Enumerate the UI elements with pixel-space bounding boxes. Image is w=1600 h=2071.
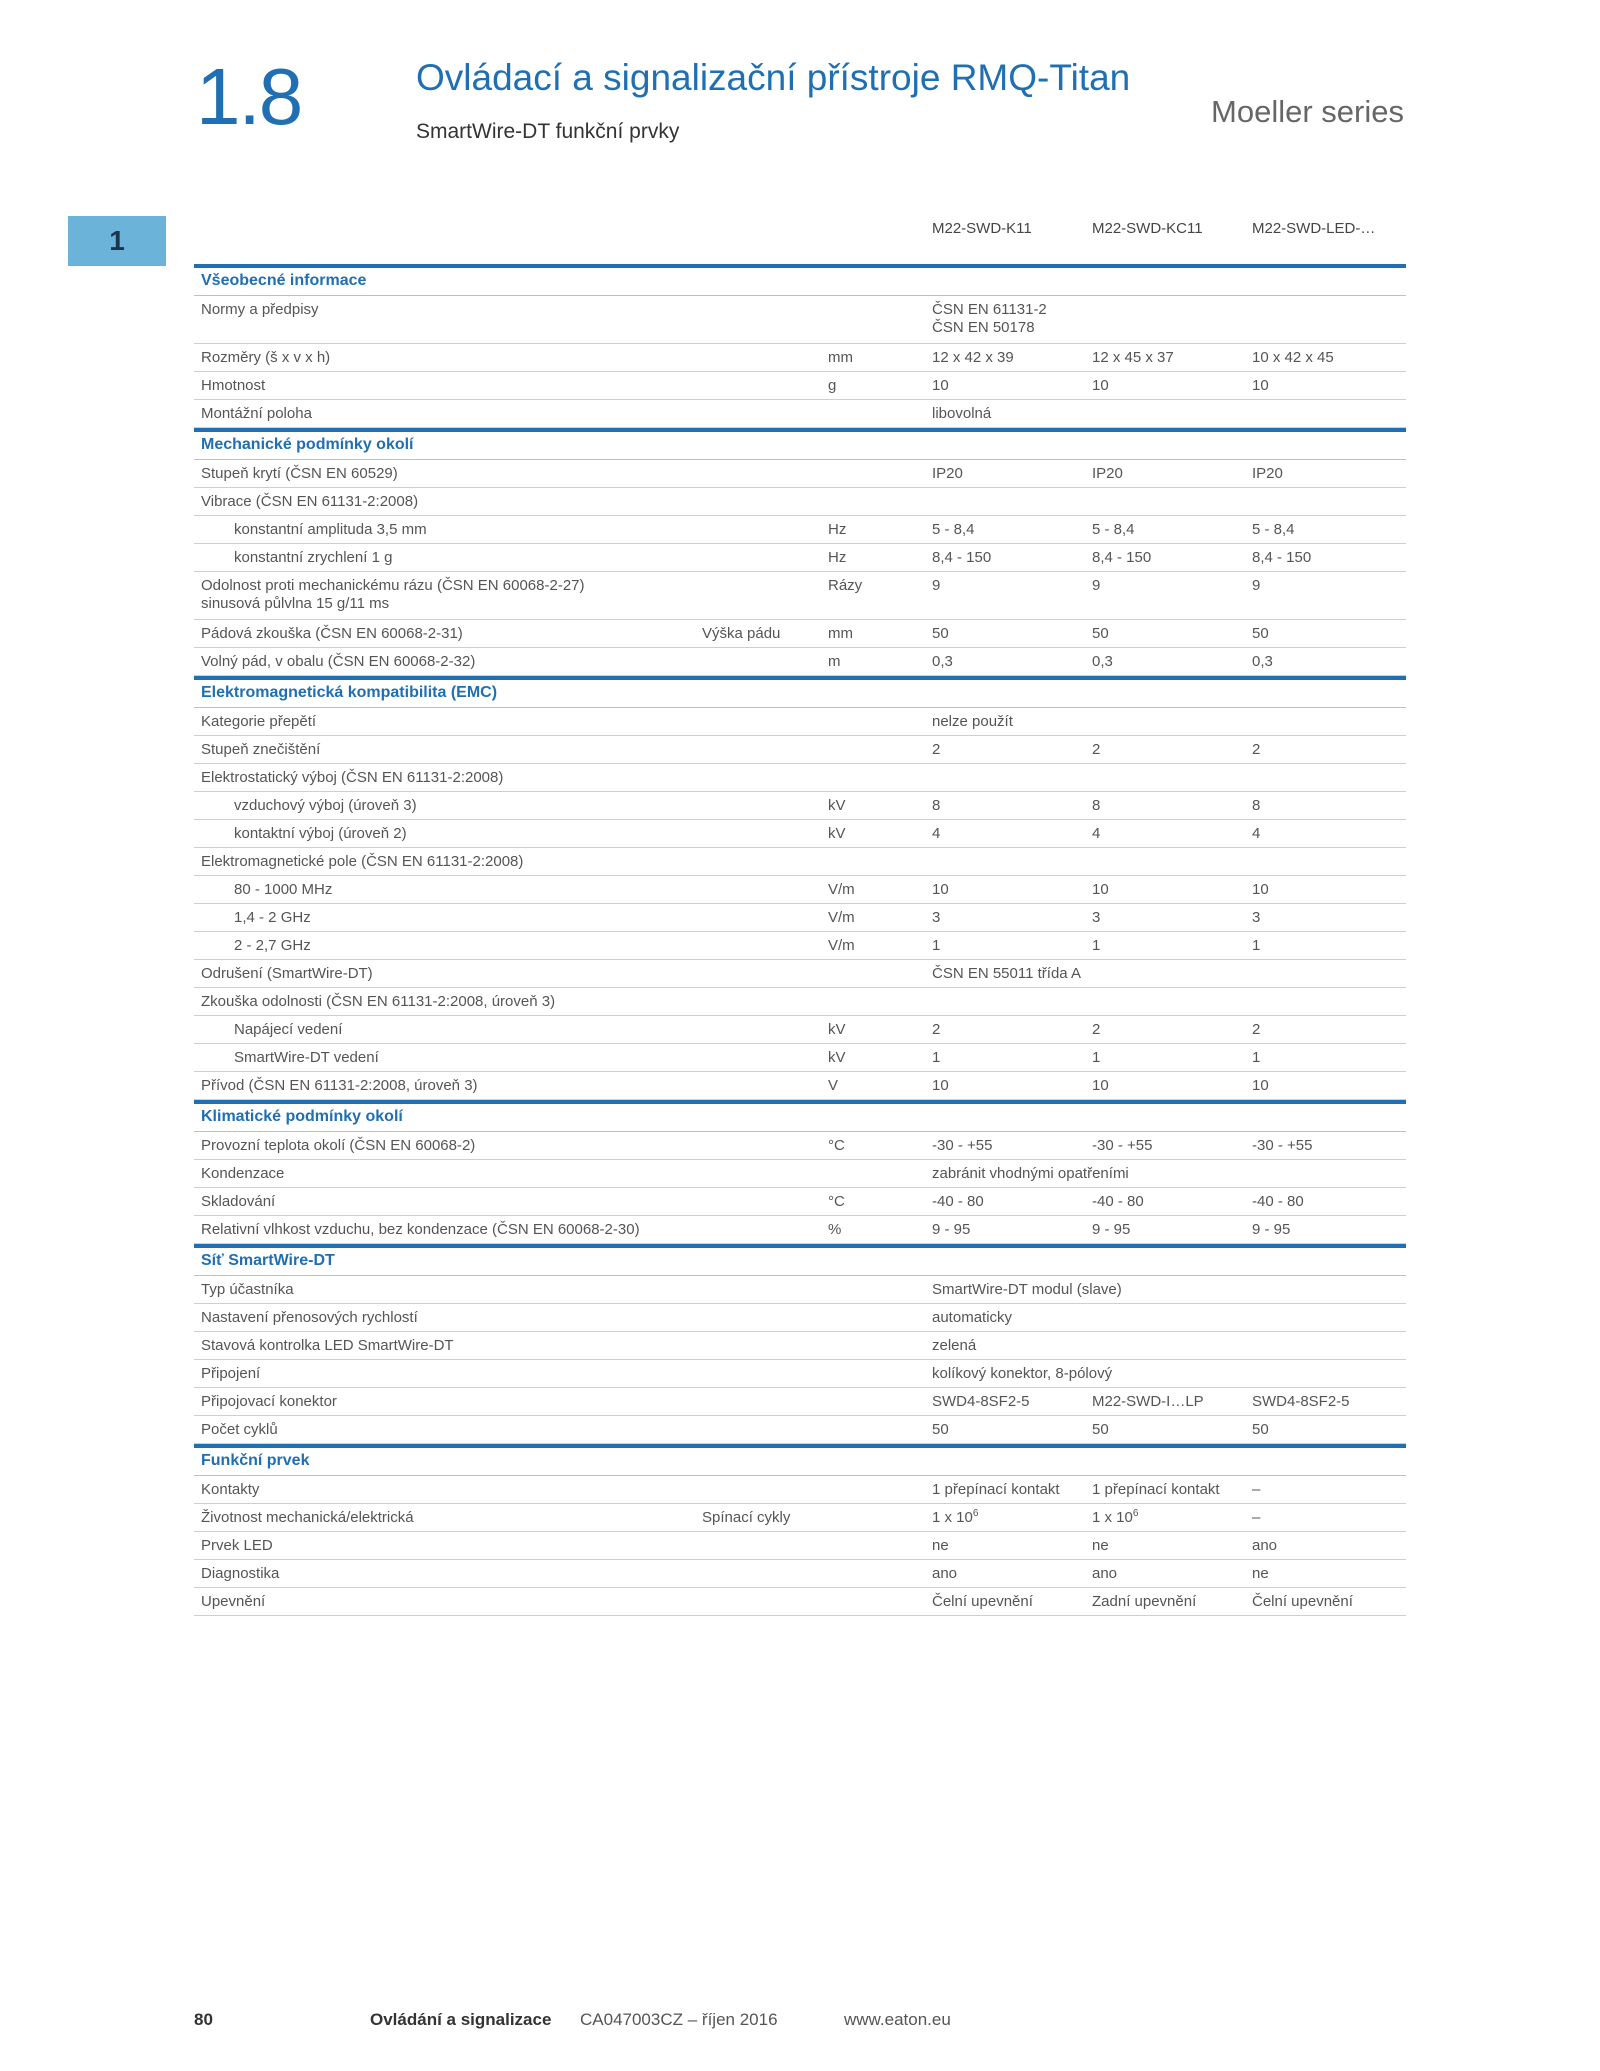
value-cell: SmartWire-DT modul (slave) [932, 1281, 1122, 1298]
row-unit: V [828, 1077, 839, 1094]
value-cell: 10 [932, 377, 949, 394]
value-cell: 3 [932, 909, 941, 926]
table-row [194, 296, 1406, 344]
value-cell: 1 [1092, 937, 1101, 954]
footer-doc-code: CA047003CZ – říjen 2016 [580, 2010, 778, 2029]
row-unit: % [828, 1221, 842, 1238]
value-cell: zabránit vhodnými opatřeními [932, 1165, 1129, 1182]
value-cell: 8 [932, 797, 941, 814]
table-row [194, 344, 1406, 372]
value-cell: – [1252, 1509, 1261, 1526]
value-cell: 0,3 [932, 653, 953, 670]
row-label: 2 - 2,7 GHz [234, 937, 311, 954]
value-cell: 50 [1092, 625, 1109, 642]
value-cell: 3 [1252, 909, 1261, 926]
table-row [194, 488, 1406, 516]
value-cell: 50 [932, 1421, 949, 1438]
value-cell: 5 - 8,4 [1252, 521, 1295, 538]
value-cell: 5 - 8,4 [1092, 521, 1135, 538]
page-footer [194, 2010, 1406, 2040]
section-heading: Klimatické podmínky okolí [201, 1108, 403, 1125]
table-row [194, 708, 1406, 736]
table-row [194, 736, 1406, 764]
row-unit: Hz [828, 549, 847, 566]
table-row [194, 960, 1406, 988]
row-label: Kondenzace [201, 1165, 285, 1182]
value-cell: -30 - +55 [1252, 1137, 1313, 1154]
row-label: Diagnostika [201, 1565, 280, 1582]
value-cell: SWD4-8SF2-5 [1252, 1393, 1350, 1410]
value-cell: -40 - 80 [932, 1193, 984, 1210]
value-cell: ne [932, 1537, 949, 1554]
value-cell: 1 přepínací kontakt [1092, 1481, 1220, 1498]
table-row [194, 764, 1406, 792]
row-label: 80 - 1000 MHz [234, 881, 333, 898]
value-cell: 10 [1252, 1077, 1269, 1094]
table-row [194, 1304, 1406, 1332]
value-cell: 0,3 [1092, 653, 1113, 670]
table-row [194, 1132, 1406, 1160]
row-label: vzduchový výboj (úroveň 3) [234, 797, 417, 814]
table-row [194, 648, 1406, 676]
row-label: Stavová kontrolka LED SmartWire-DT [201, 1337, 454, 1354]
page-subtitle: SmartWire-DT funkční prvky [416, 120, 680, 143]
table-row [194, 544, 1406, 572]
table-row [194, 932, 1406, 960]
row-label: Skladování [201, 1193, 276, 1210]
value-cell: SWD4-8SF2-5 [932, 1393, 1030, 1410]
table-body [194, 268, 1406, 1616]
exponent: 6 [972, 1508, 979, 1519]
table-row [194, 876, 1406, 904]
section-heading-row [194, 1100, 1406, 1132]
value-cell: 8,4 - 150 [1252, 549, 1312, 566]
value-cell: M22-SWD-I…LP [1092, 1393, 1204, 1410]
table-row [194, 1588, 1406, 1616]
value-cell: 2 [1092, 741, 1101, 758]
table-row [194, 516, 1406, 544]
value-cell: 2 [932, 741, 941, 758]
row-unit: Hz [828, 521, 847, 538]
value-cell: 2 [1252, 741, 1261, 758]
value-cell: 10 [932, 881, 949, 898]
value-cell: 8 [1252, 797, 1261, 814]
row-unit: V/m [828, 937, 855, 954]
table-row [194, 1388, 1406, 1416]
table-row [194, 620, 1406, 648]
row-label: Nastavení přenosových rychlostí [201, 1309, 418, 1326]
value-cell: -40 - 80 [1252, 1193, 1304, 1210]
row-label: 1,4 - 2 GHz [234, 909, 311, 926]
row-label: Pádová zkouška (ČSN EN 60068-2-31) [201, 625, 463, 642]
table-row [194, 1416, 1406, 1444]
table-row [194, 1504, 1406, 1532]
table-row [194, 1072, 1406, 1100]
spec-table [194, 212, 1406, 1616]
row-unit: g [828, 377, 837, 394]
value-cell: 8 [1092, 797, 1101, 814]
row-label: Přívod (ČSN EN 61131-2:2008, úroveň 3) [201, 1077, 478, 1094]
value-cell: 1 [932, 1049, 941, 1066]
table-row [194, 1560, 1406, 1588]
row-unit: kV [828, 797, 846, 814]
value-cell: 9 [1252, 577, 1261, 594]
row-qualifier: Spínací cykly [702, 1509, 791, 1526]
value-cell: nelze použít [932, 713, 1013, 730]
table-row [194, 1276, 1406, 1304]
section-heading: Všeobecné informace [201, 272, 367, 289]
footer-doc-title: Ovládání a signalizace [370, 2010, 552, 2029]
section-heading-row [194, 1444, 1406, 1476]
value-cell: 8,4 - 150 [932, 549, 992, 566]
row-label: Životnost mechanická/elektrická [201, 1509, 414, 1526]
row-label: Vibrace (ČSN EN 61131-2:2008) [201, 493, 419, 510]
value-cell: Čelní upevnění [1252, 1593, 1353, 1610]
value-cell: 4 [932, 825, 941, 842]
value-cell: 4 [1252, 825, 1261, 842]
value-cell: 9 - 95 [932, 1221, 971, 1238]
value-cell: 1 [1252, 1049, 1261, 1066]
row-label: Kontakty [201, 1481, 260, 1498]
value-cell: 5 - 8,4 [932, 521, 975, 538]
value-cell: ano [1252, 1537, 1278, 1554]
value-cell: ano [932, 1565, 958, 1582]
value-cell: kolíkový konektor, 8-pólový [932, 1365, 1113, 1382]
row-qualifier: Výška pádu [702, 625, 781, 642]
table-row [194, 1360, 1406, 1388]
value-cell: ano [1092, 1565, 1118, 1582]
row-label: Hmotnost [201, 377, 266, 394]
table-row [194, 1532, 1406, 1560]
value-cell: IP20 [1252, 465, 1283, 482]
row-label: Typ účastníka [201, 1281, 294, 1298]
row-label: Prvek LED [201, 1537, 273, 1554]
value-cell: ne [1092, 1537, 1109, 1554]
table-row [194, 1216, 1406, 1244]
value-cell: ČSN EN 61131-2 ČSN EN 50178 [932, 301, 1047, 336]
value-cell: 9 - 95 [1092, 1221, 1131, 1238]
value-cell: 10 [1092, 377, 1109, 394]
table-row [194, 1476, 1406, 1504]
value-cell: 0,3 [1252, 653, 1273, 670]
value-cell: -40 - 80 [1092, 1193, 1144, 1210]
table-row [194, 572, 1406, 620]
table-row [194, 988, 1406, 1016]
section-number: 1.8 [196, 52, 302, 141]
value-cell: automaticky [932, 1309, 1013, 1326]
table-row [194, 820, 1406, 848]
row-unit: °C [828, 1193, 845, 1210]
table-row [194, 1044, 1406, 1072]
chapter-tab[interactable]: 1 [68, 216, 166, 266]
row-label: kontaktní výboj (úroveň 2) [234, 825, 407, 842]
row-unit: kV [828, 1049, 846, 1066]
value-cell: 10 [1252, 881, 1269, 898]
row-label: Elektrostatický výboj (ČSN EN 61131-2:2008) [201, 769, 504, 786]
row-label: konstantní amplituda 3,5 mm [234, 521, 427, 538]
value-cell: IP20 [932, 465, 963, 482]
table-row [194, 1160, 1406, 1188]
value-cell: 1 [1092, 1049, 1101, 1066]
value-cell: 9 - 95 [1252, 1221, 1291, 1238]
row-label: Kategorie přepětí [201, 713, 317, 730]
row-label: SmartWire-DT vedení [234, 1049, 379, 1066]
value-cell: Zadní upevnění [1092, 1593, 1197, 1610]
value-cell: 10 [1092, 881, 1109, 898]
section-heading-row [194, 1244, 1406, 1276]
value-cell: -30 - +55 [1092, 1137, 1153, 1154]
value-cell: libovolná [932, 405, 992, 422]
row-label: Připojovací konektor [201, 1393, 337, 1410]
table-row [194, 848, 1406, 876]
row-unit: kV [828, 825, 846, 842]
value-cell: 50 [1252, 625, 1269, 642]
value-cell: 50 [932, 625, 949, 642]
row-label: Rozměry (š x v x h) [201, 349, 331, 366]
row-unit: mm [828, 625, 853, 642]
row-unit: Rázy [828, 577, 863, 594]
row-label: Stupeň znečištění [201, 741, 321, 758]
row-label: Montážní poloha [201, 405, 312, 422]
exponent: 6 [1132, 1508, 1139, 1519]
value-cell: 1 x $10^6$ [1092, 1508, 1139, 1526]
value-cell: 2 [1092, 1021, 1101, 1038]
value-cell: 3 [1092, 909, 1101, 926]
row-unit: °C [828, 1137, 845, 1154]
value-cell: 1 x $10^6$ [932, 1508, 979, 1526]
value-cell: Čelní upevnění [932, 1593, 1033, 1610]
value-cell: 4 [1092, 825, 1101, 842]
value-cell: 10 [1252, 377, 1269, 394]
row-label: Napájecí vedení [234, 1021, 343, 1038]
row-label: Stupeň krytí (ČSN EN 60529) [201, 465, 398, 482]
section-heading: Elektromagnetická kompatibilita (EMC) [201, 684, 498, 701]
row-label: Zkouška odolnosti (ČSN EN 61131-2:2008, úroveň 3) [201, 993, 556, 1010]
value-cell: 2 [1252, 1021, 1261, 1038]
value-cell: 1 přepínací kontakt [932, 1481, 1060, 1498]
value-cell: 50 [1092, 1421, 1109, 1438]
value-cell: 9 [932, 577, 941, 594]
series-label: Moeller series [1211, 94, 1404, 129]
page-number: 80 [194, 2010, 213, 2029]
table-row [194, 1332, 1406, 1360]
value-cell: 10 [932, 1077, 949, 1094]
table-row [194, 400, 1406, 428]
row-unit: V/m [828, 909, 855, 926]
column-header: M22-SWD-K11 [932, 220, 1032, 237]
row-unit: mm [828, 349, 853, 366]
row-label: Upevnění [201, 1593, 266, 1610]
value-cell: 10 x 42 x 45 [1252, 349, 1334, 366]
section-heading-row [194, 676, 1406, 708]
row-label: Volný pád, v obalu (ČSN EN 60068-2-32) [201, 653, 476, 670]
value-cell: ne [1252, 1565, 1269, 1582]
row-label: Připojení [201, 1365, 261, 1382]
table-row [194, 460, 1406, 488]
row-label: Odolnost proti mechanickému rázu (ČSN EN 60068-2-27) sinusová půlvlna 15 g/11 ms [201, 577, 585, 612]
section-heading: Mechanické podmínky okolí [201, 436, 414, 453]
table-row [194, 372, 1406, 400]
row-unit: V/m [828, 881, 855, 898]
table-header [194, 212, 1406, 268]
row-label: konstantní zrychlení 1 g [234, 549, 393, 566]
table-row [194, 792, 1406, 820]
section-heading-row [194, 268, 1406, 296]
table-row [194, 1188, 1406, 1216]
row-unit: kV [828, 1021, 846, 1038]
value-cell: 12 x 42 x 39 [932, 349, 1014, 366]
value-cell: 10 [1092, 1077, 1109, 1094]
row-label: Odrušení (SmartWire-DT) [201, 965, 373, 982]
value-cell: zelená [932, 1337, 977, 1354]
row-unit: m [828, 653, 841, 670]
row-label: Relativní vlhkost vzduchu, bez kondenzace (ČSN EN 60068-2-30) [201, 1221, 640, 1238]
value-cell: 12 x 45 x 37 [1092, 349, 1174, 366]
column-header: M22-SWD-KC11 [1092, 220, 1203, 237]
row-label: Elektromagnetické pole (ČSN EN 61131-2:2008) [201, 853, 524, 870]
value-cell: ČSN EN 55011 třída A [932, 965, 1081, 982]
section-heading: Funkční prvek [201, 1452, 310, 1469]
value-cell: 8,4 - 150 [1092, 549, 1152, 566]
table-row [194, 904, 1406, 932]
value-cell: 9 [1092, 577, 1101, 594]
value-cell: 2 [932, 1021, 941, 1038]
value-cell: -30 - +55 [932, 1137, 993, 1154]
section-heading-row [194, 428, 1406, 460]
value-cell: 1 [1252, 937, 1261, 954]
value-cell: – [1252, 1481, 1261, 1498]
footer-website[interactable]: www.eaton.eu [844, 2010, 951, 2029]
section-heading: Síť SmartWire-DT [201, 1252, 335, 1269]
page-title: Ovládací a signalizační přístroje RMQ-Titan [416, 57, 1131, 98]
row-label: Normy a předpisy [201, 301, 319, 318]
row-label: Provozní teplota okolí (ČSN EN 60068-2) [201, 1137, 476, 1154]
value-cell: 1 [932, 937, 941, 954]
row-label: Počet cyklů [201, 1421, 278, 1438]
value-cell: 50 [1252, 1421, 1269, 1438]
table-row [194, 1016, 1406, 1044]
column-header: M22-SWD-LED-… [1252, 220, 1376, 237]
value-cell: IP20 [1092, 465, 1123, 482]
